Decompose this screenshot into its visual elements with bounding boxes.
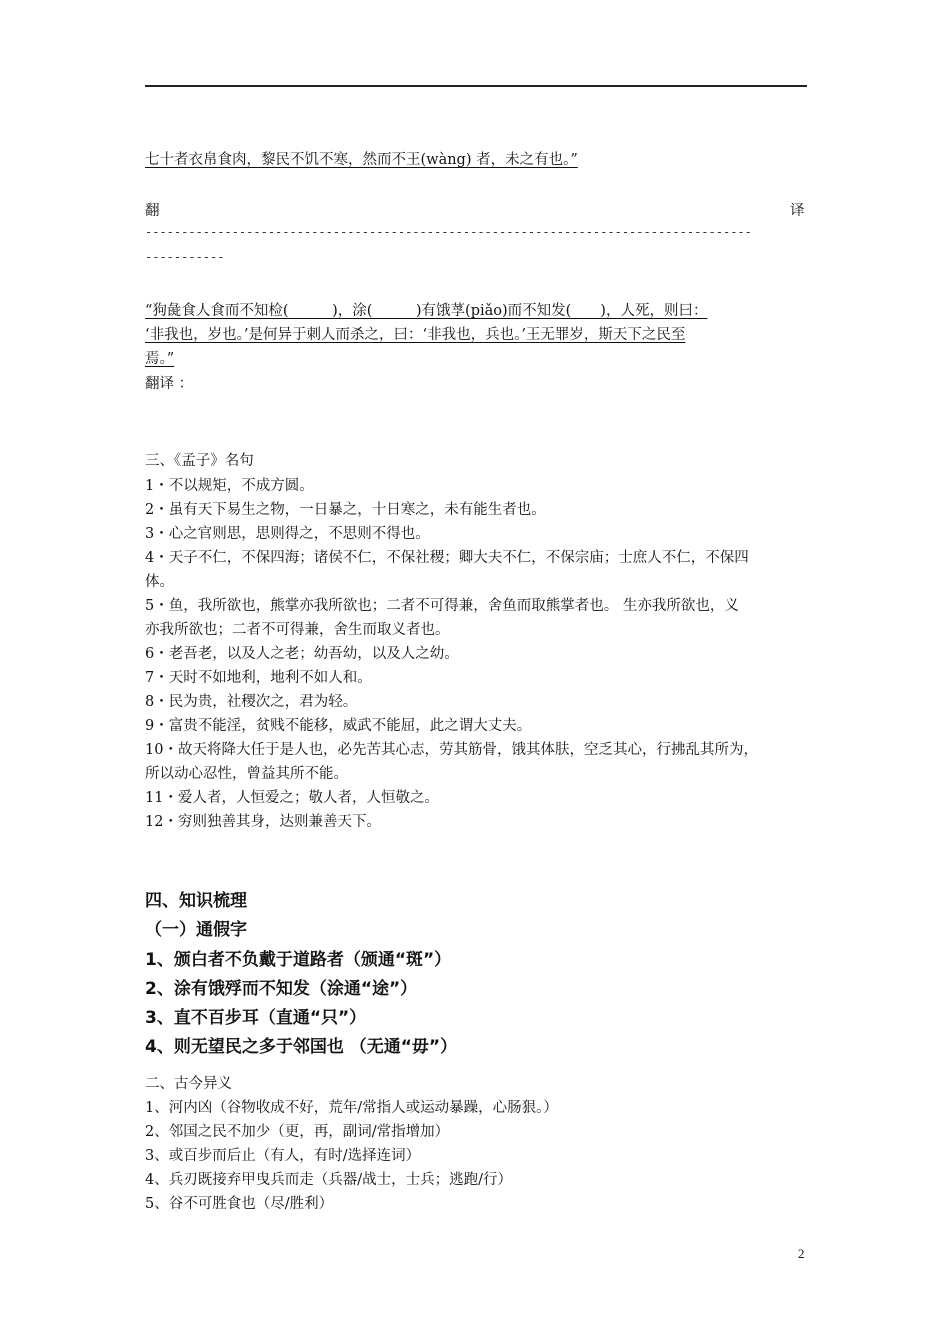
list-item: 3・心之官则思，思则得之，不思则不得也。: [145, 526, 430, 542]
subsection-title-tongjia: （一）通假字: [145, 920, 247, 940]
list-item: 5、谷不可胜食也（尽/胜利）: [145, 1196, 334, 1212]
section-title-ancient-modern: 二、古今异义: [145, 1076, 232, 1092]
passage2-line2: ‘非我也，岁也。’是何异于刺人而杀之，曰：‘非我也，兵也。’王无罪岁，斯天下之民至: [145, 327, 686, 343]
answer-line-1: ------------------------------------------------------------------------------------: [145, 225, 752, 239]
passage2-line1: “狗彘食人食而不知检( )，涂( )有饿莩(piǎo)而不知发( )，人死，则曰：: [145, 303, 708, 319]
list-item: 10・故天将降大任于是人也，必先苦其心志，劳其筋骨，饿其体肤，空乏其心，行拂乱其所为，: [145, 742, 758, 758]
list-item: 1、颁白者不负戴于道路者（颁通“斑”）: [145, 950, 452, 970]
list-item: 2、涂有饿殍而不知发（涂通“途”）: [145, 979, 418, 999]
list-item: 2・虽有天下易生之物，一日暴之，十日寒之，未有能生者也。: [145, 502, 546, 518]
header-rule: [145, 85, 807, 87]
section-title-knowledge: 四、知识梳理: [145, 891, 247, 911]
list-item: 3、直不百步耳（直通“只”）: [145, 1008, 367, 1028]
list-item: 4・天子不仁，不保四海；诸侯不仁，不保社稷；卿大夫不仁，不保宗庙；士庶人不仁，不保四: [145, 550, 749, 566]
page-number: 2: [798, 1246, 805, 1261]
list-item: 4、兵刃既接弃甲曳兵而走（兵器/战士，士兵；逃跑/行）: [145, 1172, 512, 1188]
list-item: 7・天时不如地利，地利不如人和。: [145, 670, 372, 686]
translate-label-right: 译: [790, 203, 805, 219]
section-title-mencius-quotes: 三、《孟子》名句: [145, 453, 254, 469]
translate-label: 翻译 ：: [145, 376, 194, 392]
list-item: 1・不以规矩，不成方圆。: [145, 478, 314, 494]
list-item: 2、邻国之民不加少（更，再，副词/常指增加）: [145, 1124, 450, 1140]
list-item: 1、河内凶（谷物收成不好，荒年/常指人或运动暴躁，心肠狠。）: [145, 1100, 558, 1116]
answer-line-2: -----------: [145, 250, 225, 264]
tongjia-list: [145, 946, 457, 1062]
ancient-modern-list: [145, 1096, 558, 1216]
translate-label-left: 翻: [145, 203, 160, 219]
list-item: 所以动心忍性，曾益其所不能。: [145, 766, 348, 782]
list-item: 4、则无望民之多于邻国也 （无通“毋”）: [145, 1037, 458, 1057]
list-item: 6・老吾老，以及人之老；幼吾幼，以及人之幼。: [145, 646, 459, 662]
list-item: 8・民为贵，社稷次之，君为轻。: [145, 694, 358, 710]
passage1-text: 七十者衣帛食肉，黎民不饥不寒，然而不王(wàng) 者，未之有也。”: [145, 152, 578, 168]
list-item: 5・鱼，我所欲也，熊掌亦我所欲也；二者不可得兼，舍鱼而取熊掌者也。 生亦我所欲也，义: [145, 598, 739, 614]
list-item: 11・爱人者，人恒爱之；敬人者，人恒敬之。: [145, 790, 439, 806]
list-item: 3、或百步而后止（有人，有时/选择连词）: [145, 1148, 421, 1164]
passage2-line3: 焉。”: [145, 351, 175, 367]
list-item: 9・富贵不能淫，贫贱不能移，威武不能屈，此之谓大丈夫。: [145, 718, 532, 734]
list-item: 12・穷则独善其身，达则兼善天下。: [145, 814, 381, 830]
list-item: 体。: [145, 574, 174, 590]
list-item: 亦我所欲也；二者不可得兼，舍生而取义者也。: [145, 622, 450, 638]
mencius-quote-list: [145, 474, 807, 834]
